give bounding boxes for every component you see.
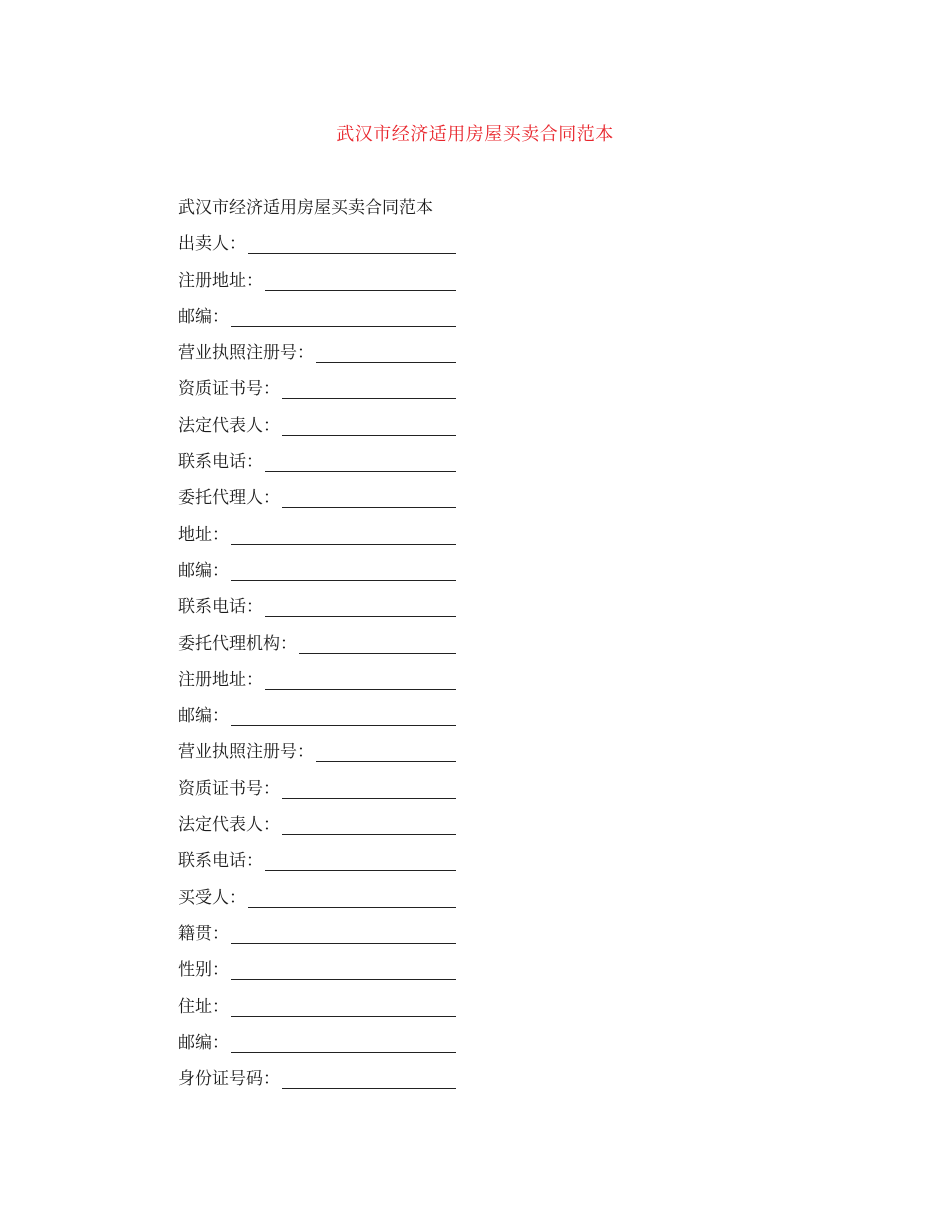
field-label: 注册地址： xyxy=(178,669,263,690)
blank-line[interactable] xyxy=(231,1030,456,1053)
form-field-agent xyxy=(178,485,456,521)
blank-line[interactable] xyxy=(282,485,456,508)
field-label: 联系电话： xyxy=(178,597,263,618)
field-label: 邮编： xyxy=(178,560,229,581)
blank-line[interactable] xyxy=(265,594,456,617)
form-field-agency-postcode xyxy=(178,703,456,739)
blank-line[interactable] xyxy=(282,1066,456,1089)
form-field-seller-address xyxy=(178,268,456,304)
field-label: 注册地址： xyxy=(178,270,263,291)
blank-line[interactable] xyxy=(231,703,456,726)
form-field-native-place xyxy=(178,921,456,957)
blank-line[interactable] xyxy=(231,994,456,1017)
blank-line[interactable] xyxy=(265,667,456,690)
form-field-agency-qualification xyxy=(178,776,456,812)
blank-line[interactable] xyxy=(265,848,456,871)
form-field-agent-postcode xyxy=(178,558,456,594)
blank-line[interactable] xyxy=(265,268,456,291)
document-title: 武汉市经济适用房屋买卖合同范本 xyxy=(336,124,614,145)
blank-line[interactable] xyxy=(231,558,456,581)
field-label: 地址： xyxy=(178,524,229,545)
blank-line[interactable] xyxy=(282,776,456,799)
field-label: 籍贯： xyxy=(178,923,229,944)
form-field-agency-phone xyxy=(178,848,456,884)
form-field-legal-rep xyxy=(178,413,456,449)
blank-line[interactable] xyxy=(231,921,456,944)
form-field-seller-postcode xyxy=(178,304,456,340)
blank-line[interactable] xyxy=(265,449,456,472)
form-field-agent-phone xyxy=(178,594,456,630)
field-label: 资质证书号： xyxy=(178,778,280,799)
form-field-seller xyxy=(178,231,456,267)
blank-line[interactable] xyxy=(282,812,456,835)
field-label: 资质证书号： xyxy=(178,379,280,400)
field-label: 法定代表人： xyxy=(178,415,280,436)
document-subtitle: 武汉市经济适用房屋买卖合同范本 xyxy=(178,198,433,218)
form-field-business-license xyxy=(178,340,456,376)
field-label: 营业执照注册号： xyxy=(178,742,314,763)
form-field-agency-license xyxy=(178,739,456,775)
blank-line[interactable] xyxy=(231,522,456,545)
blank-line[interactable] xyxy=(282,376,456,399)
field-label: 身份证号码： xyxy=(178,1069,280,1090)
field-label: 买受人： xyxy=(178,887,246,908)
field-label: 营业执照注册号： xyxy=(178,343,314,364)
field-label: 邮编： xyxy=(178,706,229,727)
document-body xyxy=(178,195,478,1102)
field-label: 委托代理人： xyxy=(178,488,280,509)
blank-line[interactable] xyxy=(231,957,456,980)
form-field-id-number xyxy=(178,1066,456,1102)
blank-line[interactable] xyxy=(248,231,456,254)
field-label: 法定代表人： xyxy=(178,815,280,836)
blank-line[interactable] xyxy=(248,885,456,908)
form-field-qualification xyxy=(178,376,456,412)
form-field-agent-address xyxy=(178,522,456,558)
form-field-agency-legal-rep xyxy=(178,812,456,848)
field-label: 联系电话： xyxy=(178,851,263,872)
field-label: 委托代理机构： xyxy=(178,633,297,654)
field-label: 邮编： xyxy=(178,306,229,327)
form-field-gender xyxy=(178,957,456,993)
blank-line[interactable] xyxy=(282,413,456,436)
form-field-buyer xyxy=(178,885,456,921)
form-field-buyer-address xyxy=(178,994,456,1030)
blank-line[interactable] xyxy=(299,631,456,654)
form-field-buyer-postcode xyxy=(178,1030,456,1066)
blank-line[interactable] xyxy=(316,340,456,363)
field-label: 出卖人： xyxy=(178,234,246,255)
blank-line[interactable] xyxy=(231,304,456,327)
form-field-phone xyxy=(178,449,456,485)
form-field-agency-address xyxy=(178,667,456,703)
field-label: 住址： xyxy=(178,996,229,1017)
field-label: 联系电话： xyxy=(178,452,263,473)
blank-line[interactable] xyxy=(316,739,456,762)
field-label: 性别： xyxy=(178,960,229,981)
field-label: 邮编： xyxy=(178,1032,229,1053)
form-field-agency xyxy=(178,631,456,667)
